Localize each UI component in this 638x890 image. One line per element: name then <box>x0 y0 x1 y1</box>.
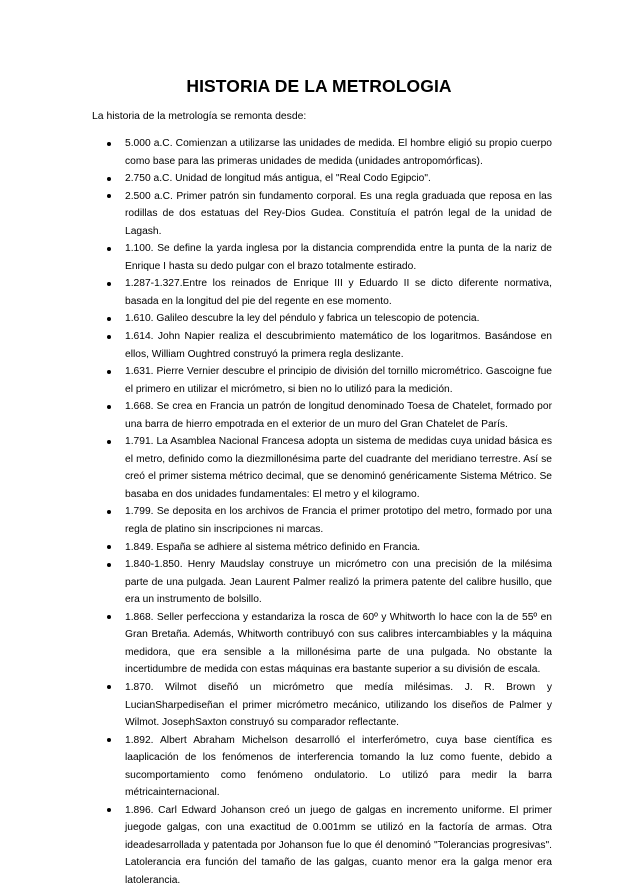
list-item-text: 1.870. Wilmot diseñó un micrómetro que medía milésimas. J. R. Brown y LucianSharpediseñan el primer micrómetro mecánico, utilizando los diseños de Palmer y Wilmot. JosephSaxton construyó su comparador reflectante. <box>125 681 552 729</box>
bullet-icon <box>107 545 111 549</box>
bullet-icon <box>107 177 111 181</box>
list-item-text: 1.791. La Asamblea Nacional Francesa adopta un sistema de medidas cuya unidad básica es el metro, definido como la diezmillonésima parte del cuadrante del meridiano terrestre. Así se creó el primer sistema métrico decimal, que se denominó genéricamente Sistema Métrico. Se basaba en dos unidades fundamentales: El metro y el kilogramo. <box>125 436 552 500</box>
list-item <box>92 679 552 732</box>
bullet-icon <box>107 738 111 742</box>
list-item-text: 1.840-1.850. Henry Maudslay construye un micrómetro con una precisión de la milésima parte de una pulgada. Jean Laurent Palmer realizó la primera patente del calibre husillo, que era un instrumento de bolsillo. <box>125 559 552 606</box>
bullet-icon <box>107 685 111 689</box>
list-item <box>92 135 552 170</box>
list-item <box>92 363 552 398</box>
bullet-icon <box>107 142 111 146</box>
bullet-icon <box>107 317 111 321</box>
list-item-text: 1.896. Carl Edward Johanson creó un juego de galgas en incremento uniforme. El primer juegode galgas, con una exactitud de 0.001mm se utilizó en la factoría de armas. Otra ideadesarrollada y patentada por Johanson fue lo que él denominó "Tolerancias progresivas". Latolerancia era función del tamaño de las galgas, cuanto menor era la galga menor era latolerancia. <box>125 804 552 886</box>
list-item-text: 1.100. Se define la yarda inglesa por la distancia comprendida entre la punta de la nariz de Enrique I hasta su dedo pulgar con el brazo totalmente estirado. <box>125 243 552 272</box>
list-item-text: 1.799. Se deposita en los archivos de Francia el primer prototipo del metro, formado por una regla de platino sin inscripciones ni marcas. <box>125 506 552 536</box>
list-item-text: 1.287-1.327.Entre los reinados de Enrique III y Eduardo II se dicto diferente normativa, basada en la longitud del pie del regente en ese momento. <box>125 278 552 307</box>
list-item-text: 1.610. Galileo descubre la ley del péndulo y fabrica un telescopio de potencia. <box>125 313 480 325</box>
list-item <box>92 170 552 188</box>
list-item-text: 1.849. España se adhiere al sistema métrico definido en Francia. <box>125 541 421 553</box>
bullet-icon <box>107 282 111 286</box>
list-item <box>92 503 552 538</box>
list-item-text: 5.000 a.C. Comienzan a utilizarse las unidades de medida. El hombre eligió su propio cuerpo como base para las primeras unidades de medida (unidades antropomórficas). <box>125 138 552 167</box>
list-item <box>92 240 552 275</box>
list-item-text: 1.668. Se crea en Francia un patrón de longitud denominado Toesa de Chatelet, formado por una barra de hierro empotrada en el exterior de un muro del Gran Chatelet de París. <box>125 401 552 430</box>
list-item-text: 1.892. Albert Abraham Michelson desarrolló el interferómetro, cuya base científica es laaplicación de los fenómenos de interferencia tomando la luz como fuente, debido a sucomportamiento como fenómeno ondulatorio. Lo utilizó para medir la barra métricainternacional. <box>125 734 552 799</box>
intro-text: La historia de la metrología se remonta desde: <box>92 111 307 122</box>
list-item <box>92 328 552 363</box>
list-item <box>92 802 552 890</box>
list-item-text: 1.614. John Napier realiza el descubrimiento matemático de los logaritmos. Basándose en ellos, William Oughtred construyó la primera regla deslizante. <box>125 331 552 360</box>
list-item <box>92 556 552 609</box>
list-item-text: 1.631. Pierre Vernier descubre el principio de división del tornillo micrométrico. Gascoigne fue el primero en utilizar el micrómetro, si bien no lo utilizó para la medición. <box>125 366 552 395</box>
list-item <box>92 188 552 241</box>
list-item <box>92 539 552 557</box>
bullet-icon <box>107 247 111 251</box>
list-item <box>92 732 552 802</box>
list-item-text: 2.750 a.C. Unidad de longitud más antigua, el "Real Codo Egipcio". <box>125 173 431 185</box>
bullet-icon <box>107 405 111 409</box>
list-item <box>92 310 552 328</box>
bullet-icon <box>107 808 111 812</box>
bullet-icon <box>107 370 111 374</box>
list-item-text: 2.500 a.C. Primer patrón sin fundamento corporal. Es una regla graduada que reposa en las rodillas de dos estatuas del Rey-Dios Gudea. Constituía el patrón legal de la unidad de Lagash. <box>125 190 552 237</box>
bullet-icon <box>107 440 111 444</box>
timeline-list <box>92 135 552 890</box>
list-item-text: 1.868. Seller perfecciona y estandariza la rosca de 60º y Whitworth lo hace con la de 55º en Gran Bretaña. Además, Whitworth contribuyó con sus calibres intercambiables y la máquina medidora, que era sensible a la millonésima parte de una pulgada. No obstante la incertidumbre de medida con estas máquinas era bastante superior a su división de escala. <box>125 611 552 676</box>
list-item <box>92 609 552 679</box>
bullet-icon <box>107 615 111 619</box>
page-title: HISTORIA DE LA METROLOGIA <box>186 76 452 96</box>
list-item <box>92 433 552 503</box>
list-item <box>92 275 552 310</box>
bullet-icon <box>107 194 111 198</box>
list-item <box>92 398 552 433</box>
bullet-icon <box>107 335 111 339</box>
bullet-icon <box>107 563 111 567</box>
bullet-icon <box>107 510 111 514</box>
